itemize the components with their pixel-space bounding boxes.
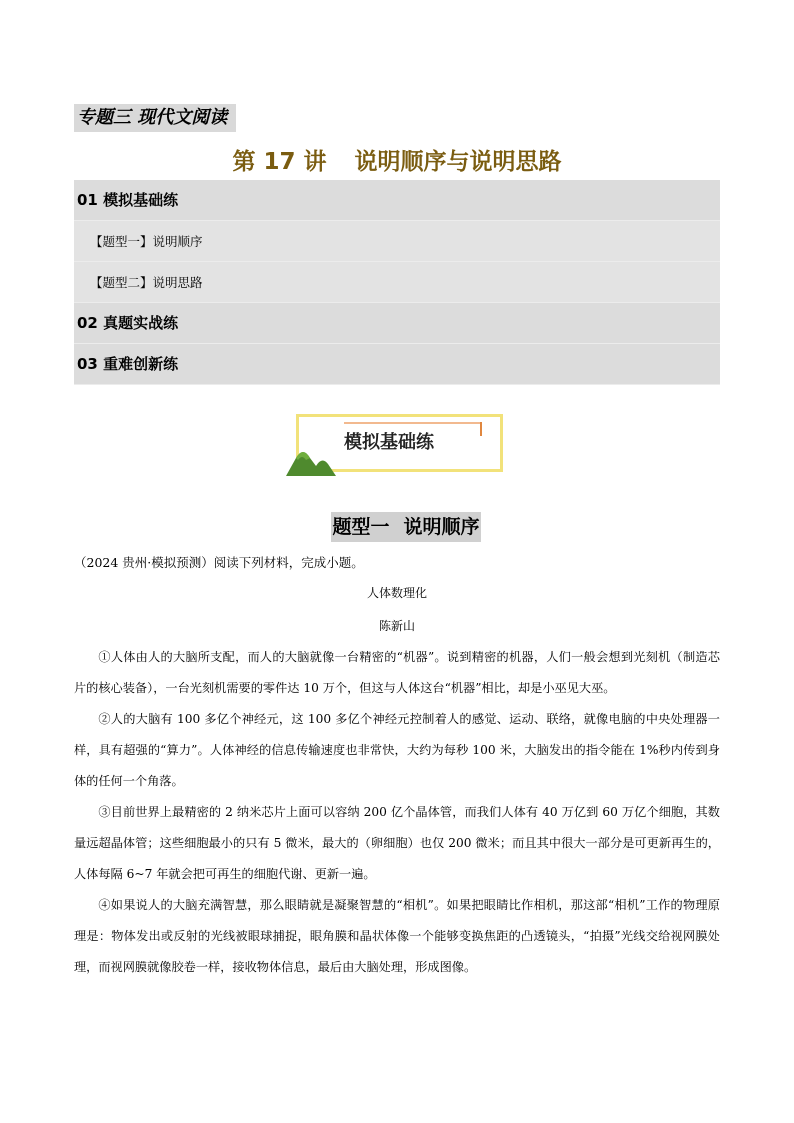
paragraph-4: ④如果说人的大脑充满智慧，那么眼睛就是凝聚智慧的“相机”。如果把眼睛比作相机，那这部“相机”工作的物理原理是：物体发出或反射的光线被眼球捕捉，眼角膜和晶状体像一个能够变换焦距的凸透镜头，“拍摄”光线交给视网膜处理，而视网膜就像胶卷一样，接收物体信息，最后由大脑处理，形成图像。: [74, 898, 720, 974]
toc-item-section-1[interactable]: 01 模拟基础练: [74, 180, 720, 221]
question-type-number: 题型一: [332, 516, 390, 538]
toc-item-type-2[interactable]: 【题型二】说明思路: [74, 262, 720, 303]
badge-decor-tick: [480, 422, 482, 436]
lecture-number: 第 17 讲: [232, 149, 327, 175]
instruction-text: （2024 贵州·模拟预测）阅读下列材料，完成小题。: [74, 555, 364, 570]
table-of-contents: [74, 180, 720, 385]
article-author: 陈新山: [378, 619, 415, 633]
paragraph-2: ②人的大脑有 100 多亿个神经元，这 100 多亿个神经元控制着人的感觉、运动、联络，就像电脑的中央处理器一样，具有超强的“算力”。人体神经的信息传输速度也非常快，大约为每秒 100 米，大脑发出的指令能在 1%秒内传到身体的任何一个角落。: [74, 712, 720, 788]
badge-label: 模拟基础练: [344, 432, 434, 453]
paragraph-3: ③目前世界上最精密的 2 纳米芯片上面可以容纳 200 亿个晶体管，而我们人体有 40 万亿到 60 万亿个细胞，其数量远超晶体管；这些细胞最小的只有 5 微米，最大的（卵细胞）也仅 200 微米；而且其中很大一部分是可更新再生的，人体每隔 6~7 年就会把可再生的细胞代谢、更新一遍。: [74, 805, 720, 881]
paragraph-1: ①人体由人的大脑所支配，而人的大脑就像一台精密的“机器”。说到精密的机器，人们一般会想到光刻机（制造芯片的核心装备），一台光刻机需要的零件达 10 万个，但这与人体这台“机器”相比，却是小巫见大巫。: [74, 650, 720, 695]
toc-item-section-2[interactable]: 02 真题实战练: [74, 303, 720, 344]
question-type-heading: [331, 512, 481, 542]
lecture-name: 说明顺序与说明思路: [354, 149, 562, 175]
section-badge: [286, 414, 506, 476]
toc-item-type-1[interactable]: 【题型一】说明顺序: [74, 221, 720, 262]
mountain-icon: [286, 436, 336, 476]
lecture-title: [0, 146, 794, 178]
question-type-name: 说明顺序: [403, 516, 480, 538]
article-title: 人体数理化: [366, 586, 427, 600]
article-body: [74, 642, 720, 983]
badge-decor-line: [344, 422, 482, 424]
topic-label: 专题三 现代文阅读: [74, 104, 236, 132]
toc-item-section-3[interactable]: 03 重难创新练: [74, 344, 720, 385]
